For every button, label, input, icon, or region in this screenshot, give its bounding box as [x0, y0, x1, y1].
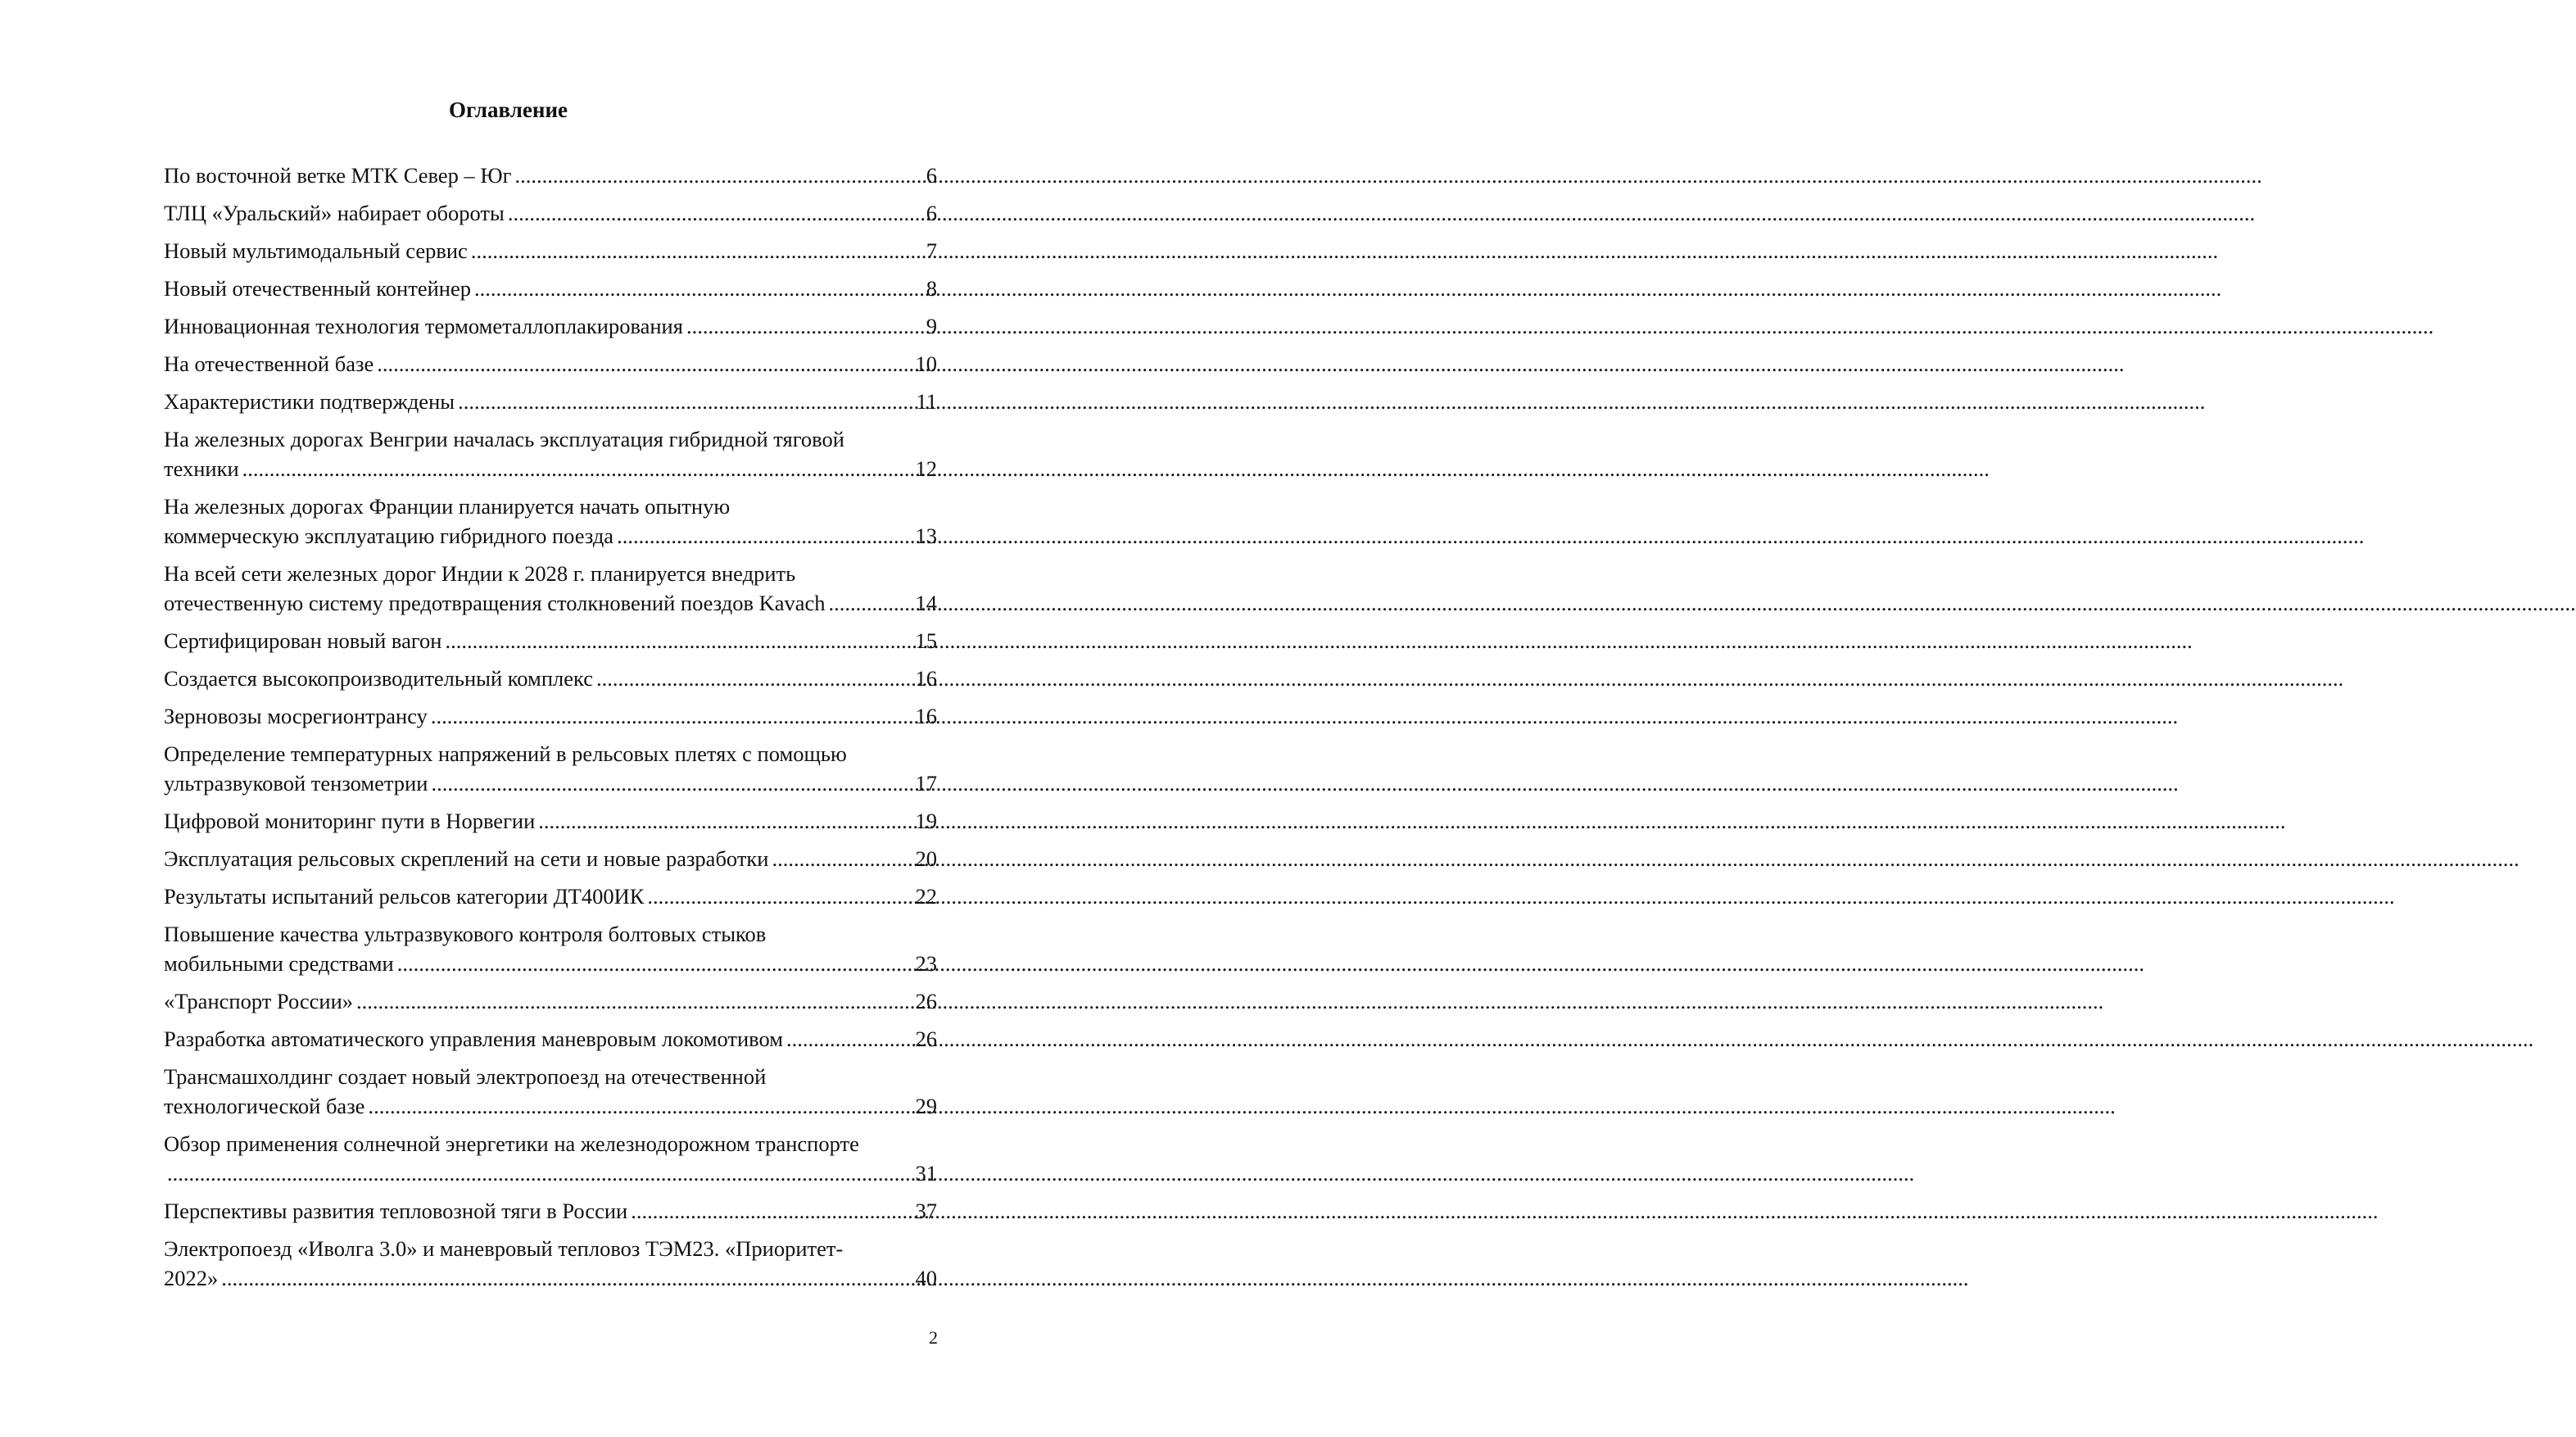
toc-entry-title: Инновационная технология термометаллоплакирования: [164, 314, 683, 338]
toc-entry[interactable]: [164, 1024, 937, 1054]
toc-entry-title: технологической базе: [164, 1094, 365, 1118]
page-number: 2: [929, 1327, 938, 1348]
toc-entry[interactable]: [164, 1196, 937, 1226]
toc-leader-dots: [458, 387, 912, 416]
toc-entry[interactable]: [164, 1234, 937, 1293]
toc-leader-dots: [431, 701, 912, 731]
toc-entry-page: 12: [915, 456, 937, 481]
toc-entry-page: 15: [915, 628, 937, 653]
toc-entry[interactable]: [164, 806, 937, 836]
toc-entry-title: Цифровой мониторинг пути в Норвегии: [164, 809, 536, 833]
toc-entry-page: 14: [915, 591, 937, 615]
toc-entry-page: 10: [915, 351, 937, 376]
toc-entry-page: 19: [915, 809, 937, 833]
toc-leader-dots: [221, 1263, 912, 1293]
toc-entry-page: 22: [915, 884, 937, 909]
toc-entry-title: мобильными средствами: [164, 951, 394, 976]
toc-entry-title-line: Повышение качества ультразвукового контроля болтовых стыков: [164, 922, 767, 946]
toc-entry-title: Зерновозы мосрегионтрансу: [164, 704, 428, 728]
toc-entry-title: 2022»: [164, 1266, 219, 1290]
toc-leader-dots: [377, 349, 912, 379]
toc-entry-title: отечественную систему предотвращения столкновений поездов Kavach: [164, 591, 826, 615]
toc-entry-page: 16: [915, 704, 937, 728]
toc-entry-page: 26: [915, 1027, 937, 1051]
toc-entry[interactable]: [164, 919, 937, 978]
toc-entry[interactable]: [164, 492, 937, 551]
toc-leader-dots: [508, 198, 923, 228]
toc-entry-page: 11: [916, 389, 937, 414]
toc-entry-title-line: Электропоезд «Иволга 3.0» и маневровый тепловоз ТЭМ23. «Приоритет-: [164, 1236, 844, 1261]
toc-leader-dots: [242, 454, 912, 483]
toc-leader-dots: [647, 882, 912, 911]
toc-leader-dots: [686, 311, 923, 341]
toc-entry-page: 8: [926, 276, 937, 301]
toc-leader-dots: [772, 844, 912, 873]
toc-entry-title-line: Обзор применения солнечной энергетики на железнодорожном транспорте: [164, 1131, 859, 1156]
toc-entry-page: 13: [915, 524, 937, 548]
toc-entry[interactable]: [164, 236, 937, 265]
toc-leader-dots: [446, 626, 912, 655]
toc-entry-page: 20: [915, 846, 937, 871]
toc-entry-title: Сертифицирован новый вагон: [164, 628, 442, 653]
toc-leader-dots: [538, 806, 912, 836]
toc-entry[interactable]: [164, 986, 937, 1016]
toc-leader-dots: [397, 949, 912, 978]
toc-entry[interactable]: [164, 198, 937, 228]
toc-leader-dots: [431, 768, 912, 798]
toc-entry-title: На отечественной базе: [164, 351, 374, 376]
toc-entry-title: ТЛЦ «Уральский» набирает обороты: [164, 201, 505, 225]
toc-entry[interactable]: [164, 664, 937, 693]
toc-leader-dots: [617, 521, 912, 551]
toc-entry[interactable]: [164, 311, 937, 341]
toc-entry-title-line: Определение температурных напряжений в рельсовых плетях с помощью: [164, 741, 847, 766]
toc-entry-title-line: Трансмашхолдинг создает новый электропоезд на отечественной: [164, 1064, 767, 1089]
toc-entry[interactable]: [164, 387, 937, 416]
toc-entry-title-line: На всей сети железных дорог Индии к 2028 г. планируется внедрить: [164, 561, 796, 586]
toc-entry-page: 31: [915, 1161, 937, 1185]
document-page: [0, 0, 1016, 1437]
toc-entry-title: Эксплуатация рельсовых скреплений на сети и новые разработки: [164, 846, 769, 871]
toc-entry[interactable]: [164, 1129, 937, 1188]
toc-entry[interactable]: [164, 274, 937, 303]
toc-entry-page: 6: [926, 201, 937, 225]
toc-entry-title: ультразвуковой тензометрии: [164, 771, 428, 796]
toc-leader-dots: [368, 1091, 912, 1121]
toc-entry[interactable]: [164, 161, 937, 190]
toc-entry-page: 6: [926, 163, 937, 188]
toc-entry[interactable]: [164, 626, 937, 655]
toc-leader-dots: [356, 986, 912, 1016]
toc-entry-title: Перспективы развития тепловозной тяги в России: [164, 1199, 628, 1223]
toc-entry[interactable]: [164, 739, 937, 798]
toc-leader-dots: [474, 274, 923, 303]
toc-entry-title: Создается высокопроизводительный комплекс: [164, 666, 593, 691]
toc-entry-page: 7: [926, 238, 937, 263]
toc-entry-page: 17: [915, 771, 937, 796]
toc-entry[interactable]: [164, 559, 937, 618]
toc-entry-title: По восточной ветке МТК Север – Юг: [164, 163, 512, 188]
toc-leader-dots: [786, 1024, 912, 1054]
toc-leader-dots: [596, 664, 912, 693]
toc-entry-title-line: На железных дорогах Франции планируется начать опытную: [164, 494, 731, 519]
toc-entry-page: 40: [915, 1266, 937, 1290]
toc-entry[interactable]: [164, 349, 937, 379]
toc-entry-page: 37: [915, 1199, 937, 1223]
toc-entry-page: 16: [915, 666, 937, 691]
toc-entry[interactable]: [164, 882, 937, 911]
toc-entry-title: Новый отечественный контейнер: [164, 276, 471, 301]
toc-entry-title: Характеристики подтверждены: [164, 389, 455, 414]
toc-leader-dots: [167, 1158, 912, 1188]
toc-leader-dots: [471, 236, 923, 265]
page-title: Оглавление: [449, 97, 568, 122]
toc-entry-title: Новый мультимодальный сервис: [164, 238, 468, 263]
toc-entry-title: коммерческую эксплуатацию гибридного поезда: [164, 524, 614, 548]
toc-leader-dots: [829, 588, 912, 618]
toc-entry[interactable]: [164, 1062, 937, 1121]
toc-leader-dots: [514, 161, 922, 190]
toc-entry[interactable]: [164, 424, 937, 483]
toc-leader-dots: [631, 1196, 912, 1226]
toc-entry-title: «Транспорт России»: [164, 989, 354, 1013]
toc-entry-page: 9: [926, 314, 937, 338]
toc-entry-title: техники: [164, 456, 239, 481]
toc-entry-page: 26: [915, 989, 937, 1013]
toc-entry-title-line: На железных дорогах Венгрии началась эксплуатация гибридной тяговой: [164, 427, 844, 451]
toc-entry[interactable]: [164, 844, 937, 873]
toc-entry-page: 29: [915, 1094, 937, 1118]
toc-entry[interactable]: [164, 701, 937, 731]
toc-entry-title: Результаты испытаний рельсов категории ДТ400ИК: [164, 884, 645, 909]
toc-entry-title: Разработка автоматического управления маневровым локомотивом: [164, 1027, 784, 1051]
table-of-contents: [164, 161, 937, 1301]
toc-entry-page: 23: [915, 951, 937, 976]
